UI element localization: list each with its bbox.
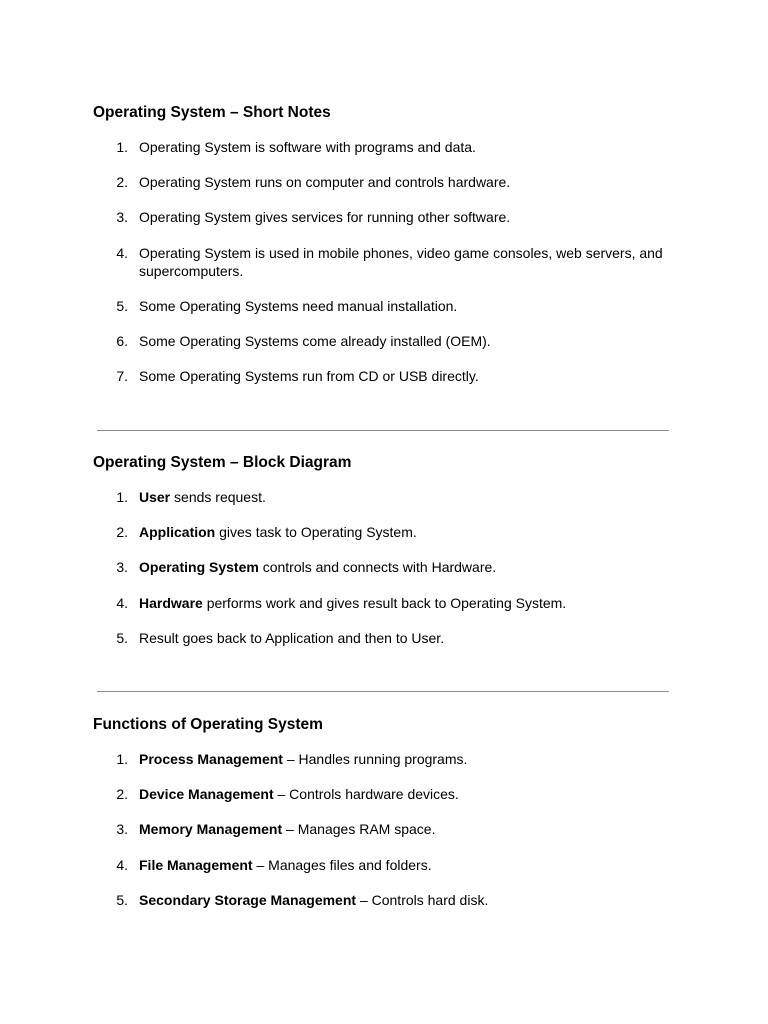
item-number: 4. [116, 594, 128, 611]
numbered-list [93, 750, 683, 909]
item-number: 6. [116, 332, 128, 349]
item-number: 3. [116, 821, 128, 838]
horizontal-divider [97, 430, 669, 431]
item-number: 3. [116, 559, 128, 576]
list-item [93, 891, 683, 909]
item-number: 1. [116, 751, 128, 767]
item-number: 5. [116, 629, 128, 646]
item-text: – Controls hardware devices. [273, 786, 459, 803]
item-number: 7. [116, 368, 128, 385]
list-item [93, 208, 683, 226]
section-block-diagram [93, 454, 683, 664]
list-item [93, 523, 683, 541]
item-text: gives task to Operating System. [215, 524, 417, 541]
section-heading: Functions of Operating System [93, 716, 323, 733]
list-item [93, 785, 683, 803]
item-text: – Controls hard disk. [356, 891, 489, 908]
item-text: Result goes back to Application and then to User. [139, 629, 445, 646]
item-text: Operating System is used in mobile phones, video game consoles, web servers, and supercomputers. [139, 244, 663, 279]
section-functions [93, 716, 683, 926]
item-text: Operating System runs on computer and controls hardware. [139, 174, 511, 191]
item-number: 2. [116, 174, 128, 191]
item-number: 5. [116, 891, 128, 908]
section-heading: Operating System – Short Notes [93, 104, 331, 121]
item-term: Memory Management [139, 821, 283, 838]
item-text: performs work and gives result back to Operating System. [202, 594, 567, 611]
section-short-notes [93, 104, 683, 402]
item-text: Operating System is software with programs and data. [139, 139, 476, 155]
list-item [93, 750, 683, 768]
list-item [93, 297, 683, 315]
item-term: User [139, 489, 171, 505]
item-text: Some Operating Systems need manual installation. [139, 297, 458, 314]
list-item [93, 367, 683, 385]
list-item [93, 173, 683, 191]
item-term: Device Management [139, 786, 274, 803]
numbered-list [93, 138, 683, 385]
item-number: 4. [116, 856, 128, 873]
item-number: 2. [116, 786, 128, 803]
list-item [93, 629, 683, 647]
list-item [93, 558, 683, 576]
list-item [93, 820, 683, 838]
list-item [93, 244, 683, 280]
item-text: controls and connects with Hardware. [258, 559, 497, 576]
item-number: 5. [116, 297, 128, 314]
item-text: – Manages files and folders. [252, 856, 432, 873]
item-number: 2. [116, 524, 128, 541]
item-text: – Manages RAM space. [282, 821, 436, 838]
horizontal-divider [97, 691, 669, 692]
item-text: Some Operating Systems run from CD or USB directly. [139, 368, 479, 385]
item-term: File Management [139, 856, 253, 873]
list-item [93, 488, 683, 506]
item-number: 1. [116, 139, 128, 155]
item-text: Some Operating Systems come already installed (OEM). [139, 332, 491, 349]
item-number: 4. [116, 244, 128, 261]
item-term: Hardware [139, 594, 203, 611]
list-item [93, 594, 683, 612]
item-term: Process Management [139, 751, 283, 767]
numbered-list [93, 488, 683, 647]
item-term: Operating System [139, 559, 259, 576]
item-text: sends request. [170, 489, 266, 505]
item-number: 1. [116, 489, 128, 505]
item-text: Operating System gives services for running other software. [139, 209, 511, 226]
section-heading: Operating System – Block Diagram [93, 454, 352, 471]
item-number: 3. [116, 209, 128, 226]
item-term: Secondary Storage Management [139, 891, 357, 908]
list-item [93, 138, 683, 156]
item-term: Application [139, 524, 216, 541]
list-item [93, 332, 683, 350]
item-text: – Handles running programs. [282, 751, 468, 767]
list-item [93, 856, 683, 874]
